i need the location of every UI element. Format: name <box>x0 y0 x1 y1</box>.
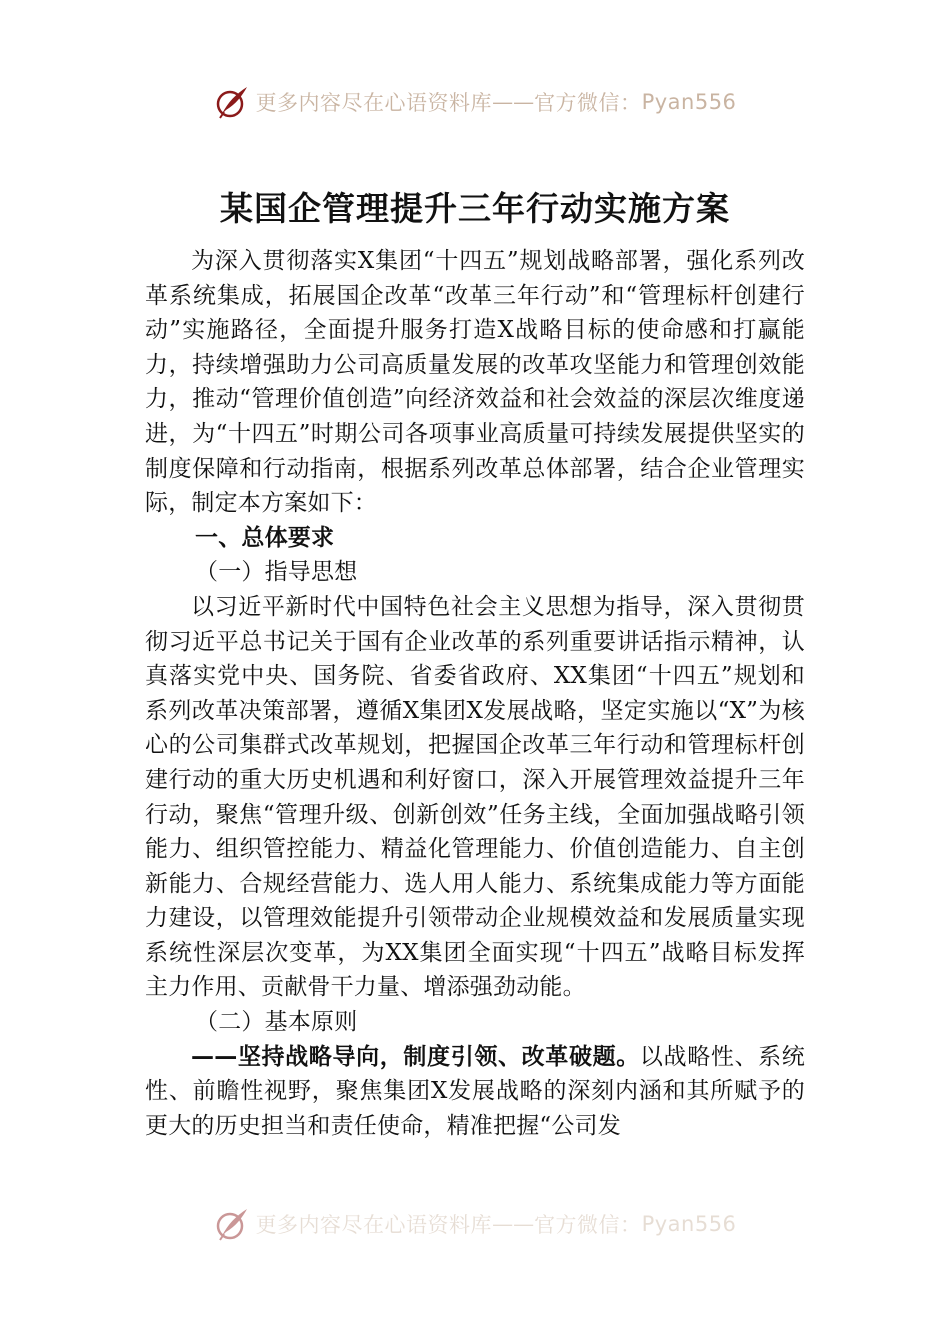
footer-watermark-wechat-label: 官方微信： <box>534 1213 642 1237</box>
section-heading-overall-requirements: 一、总体要求 <box>195 524 335 551</box>
watermark-text: 更多内容尽在心语资料库 <box>255 91 493 115</box>
watermark-wechat-label: 官方微信： <box>534 91 642 115</box>
guiding-ideology-paragraph: 以习近平新时代中国特色社会主义思想为指导，深入贯彻贯彻习近平总书记关于国有企业改革的系列重要讲话指示精神，认真落实党中央、国务院、省委省政府、XX集团“十四五”规划和系列改革决策部署，遵循X集团X发展战略，坚定实施以“X”为核心的公司集群式改革规划，把握国企改革三年行动和管理标杆创建行动的重大历史机遇和利好窗口，深入开展管理效益提升三年行动，聚焦“管理升级、创新创效”任务主线，全面加强战略引领能力、组织管控能力、精益化管理能力、价值创造能力、自主创新能力、合规经营能力、选人用人能力、系统集成能力等方面能力建设，以管理效能提升引领带动企业规模效益和发展质量实现系统性深层次变革，为XX集团全面实现“十四五”战略目标发挥主力作用、贡献骨干力量、增添强劲动能。 <box>145 593 805 1001</box>
principle-paragraph <box>145 1040 805 1144</box>
principle-lead: ——坚持战略导向，制度引领、改革破题。 <box>191 1043 640 1070</box>
quill-logo-icon <box>214 1206 250 1242</box>
intro-paragraph: 为深入贯彻落实X集团“十四五”规划战略部署，强化系列改革系统集成，拓展国企改革“改革三年行动”和“管理标杆创建行动”实施路径，全面提升服务打造X战略目标的使命感和打赢能力，持续增强助力公司高质量发展的改革攻坚能力和管理创效能力，推动“管理价值创造”向经济效益和社会效益的深层次维度递进，为“十四五”时期公司各项事业高质量可持续发展提供坚实的制度保障和行动指南，根据系列改革总体部署，结合企业管理实际，制定本方案如下： <box>145 248 805 517</box>
watermark-wechat-id: Pyan556 <box>641 90 737 114</box>
footer-watermark-text: 更多内容尽在心语资料库 <box>255 1213 493 1237</box>
watermark-separator: —— <box>492 90 535 114</box>
quill-logo-icon <box>214 84 250 120</box>
footer-watermark-wechat-id: Pyan556 <box>641 1212 737 1236</box>
subsection-heading-guiding-ideology: （一）指导思想 <box>195 559 358 586</box>
footer-watermark <box>0 1204 950 1244</box>
document-body <box>145 244 805 1143</box>
header-watermark <box>0 82 950 122</box>
document-title: 某国企管理提升三年行动实施方案 <box>220 189 730 228</box>
footer-watermark-separator: —— <box>492 1212 535 1236</box>
principle-text: 以战略性、系统性、前瞻性视野，聚焦集团X发展战略的深刻内涵和其所赋予的更大的历史担当和责任使命，精准把握“公司发 <box>145 1043 805 1139</box>
subsection-heading-basic-principles: （二）基本原则 <box>195 1009 358 1036</box>
